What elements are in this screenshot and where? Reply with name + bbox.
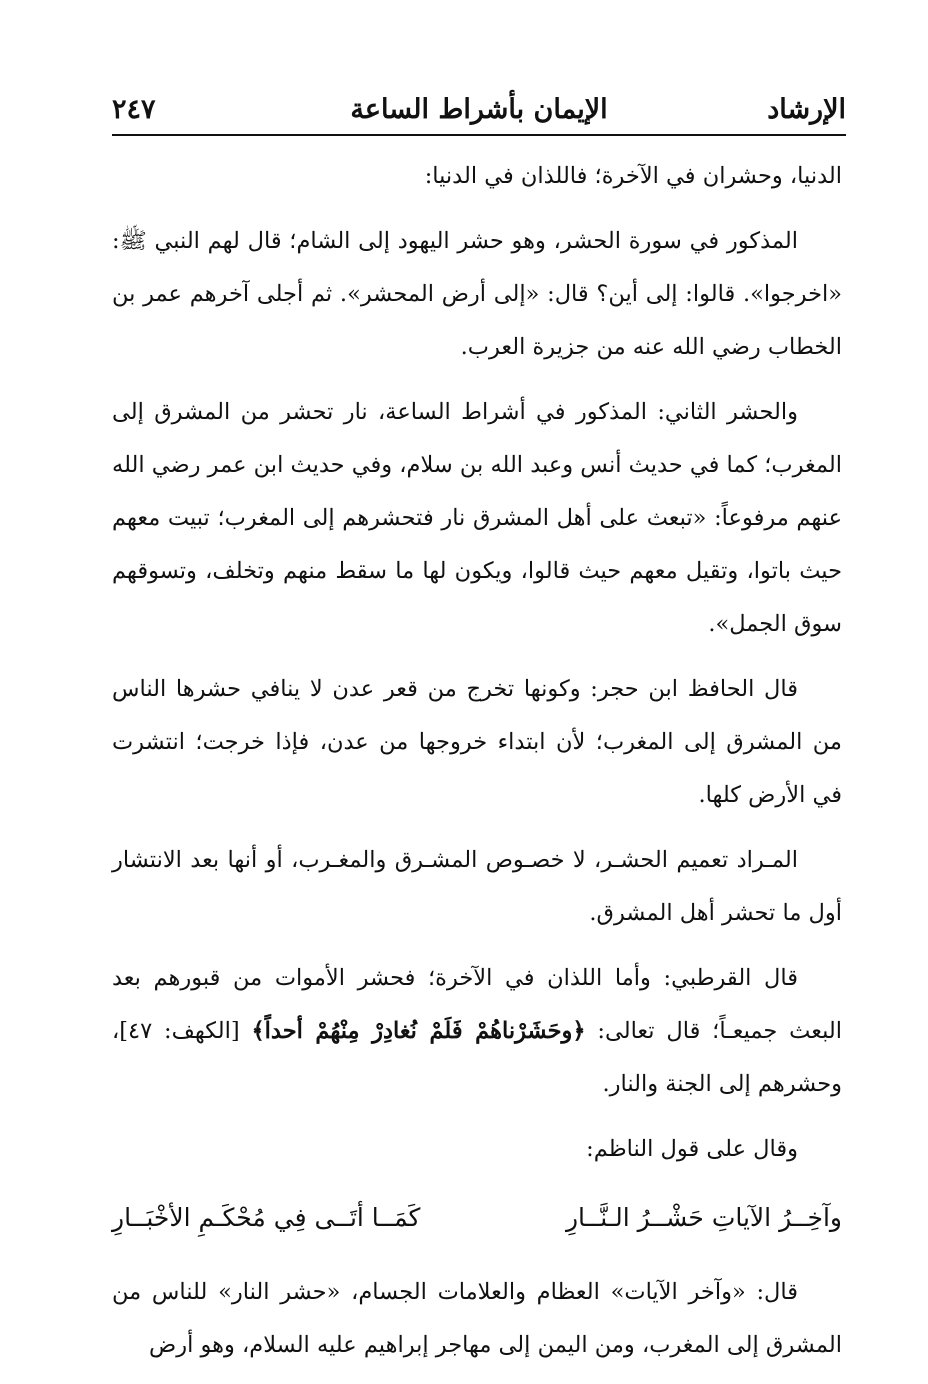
header-divider <box>112 134 846 136</box>
paragraph-explanation: قال: «وآخر الآيات» العظام والعلامات الجسام، «حشر النار» للناس من المشرق إلى المغرب، ومن اليمن إلى مهاجر إبراهيم عليه السلام، وهو أرض <box>112 1279 842 1358</box>
quran-verse: ﴿وحَشَرْناهُمْ فَلَمْ نُغادِرْ مِنْهُمْ أحداً﴾ <box>251 1018 586 1044</box>
paragraph-intro: الدنيا، وحشران في الآخرة؛ فاللذان في الدنيا: <box>424 163 842 189</box>
paragraph-ibn-hajar: قال الحافظ ابن حجر: وكونها تخرج من قعر عدن لا ينافي حشرها الناس من المشرق إلى المغرب؛ لأن ابتداء خروجها من عدن، فإذا خرجت؛ انتشرت في الأرض كلها. <box>112 676 842 808</box>
running-header <box>112 92 846 138</box>
book-title: الإرشاد <box>767 94 846 125</box>
qurtubi-text-after: [الكهف: ٤٧]، وحشرهم إلى الجنة والنار. <box>112 1018 842 1097</box>
page-body <box>112 150 842 1384</box>
qurtubi-text-before: قال القرطبي: وأما اللذان في الآخرة؛ فحشر الأموات من قبورهم بعد البعث جميعـاً؛ قال تعالى: <box>112 965 843 1044</box>
poem-verse <box>112 1188 842 1248</box>
chapter-title: الإيمان بأشراط الساعة <box>350 94 608 125</box>
poem-second-hemistich: كَمَــا أتَــى فِي مُحْكَـمِ الأخْبَــارِ <box>112 1203 421 1232</box>
paragraph-qurtubi <box>112 952 842 1111</box>
poem-intro: وقال على قول الناظم: <box>586 1136 798 1162</box>
paragraph-meaning: المـراد تعميم الحشـر، لا خصـوص المشـرق والمغـرب، أو أنها بعد الانتشار أول ما تحشر أهل المشرق. <box>112 847 842 926</box>
page-number: ٢٤٧ <box>112 94 156 125</box>
poem-first-hemistich: وآخِــرُ الآياتِ حَشْــرُ الـنَّــارِ <box>565 1203 842 1232</box>
paragraph-first-gathering: المذكور في سورة الحشر، وهو حشر اليهود إلى الشام؛ قال لهم النبي ﷺ: «اخرجوا». قالوا: إلى أين؟ قال: «إلى أرض المحشر». ثم أجلى آخرهم عمر بن الخطاب رضي الله عنه من جزيرة العرب. <box>112 228 842 360</box>
paragraph-second-gathering: والحشر الثاني: المذكور في أشراط الساعة، نار تحشر من المشرق إلى المغرب؛ كما في حديث أنس وعبد الله بن سلام، وفي حديث ابن عمر رضي الله عنهم مرفوعاً: «تبعث على أهل المشرق نار فتحشرهم إلى المغرب؛ تبيت معهم حيث باتوا، وتقيل معهم حيث قالوا، ويكون لها ما سقط منهم وتخلف، وتسوقهم سوق الجمل». <box>112 399 842 637</box>
